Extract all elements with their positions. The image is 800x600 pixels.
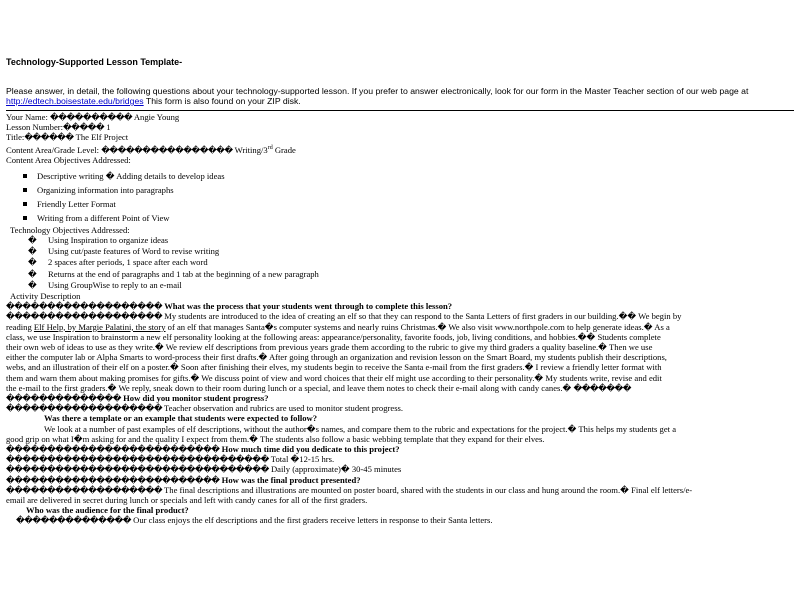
placeholder-glyph-icon: � bbox=[28, 268, 37, 279]
content-objective-item: Organizing information into paragraphs bbox=[6, 183, 794, 197]
tech-objective-item: � Using GroupWise to reply to an e-mail bbox=[28, 279, 182, 290]
book-title: Elf Help, by Margie Palatini, the story bbox=[33, 321, 166, 332]
tech-objectives-heading: Technology Objectives Addressed: bbox=[10, 224, 130, 235]
answer-final-product-line: ������������������� The final descriptions and illustrations are mounted on poster board, shared with the students in our class and hung around the room.� Final elf letters/e- bbox=[6, 484, 693, 495]
lesson-body bbox=[6, 112, 794, 526]
question-process: ������������������� What was the process that your students went through to complete this lesson? bbox=[6, 301, 453, 312]
answer-process-line: either the computer lab or Alpha Smarts to word-process their first drafts.� After going through an organization and revision lesson on the Smart Board, my students publish their descriptions, bbox=[6, 352, 667, 363]
lesson-number-value: 1 bbox=[106, 122, 111, 133]
question-monitor: �������������� How did you monitor student progress? bbox=[6, 393, 269, 404]
bullet-icon bbox=[23, 202, 27, 206]
content-objective-item: Writing from a different Point of View bbox=[6, 211, 794, 225]
bullet-icon bbox=[23, 188, 27, 192]
title-value: The Elf Project bbox=[75, 132, 129, 143]
document-title: Technology-Supported Lesson Template- bbox=[6, 57, 183, 67]
placeholder-glyph-icon: � bbox=[28, 246, 37, 257]
placeholder-glyph-icon: � bbox=[28, 235, 37, 246]
question-final-product: �������������������������� How was the final product presented? bbox=[6, 474, 361, 485]
name-value: Angie Young bbox=[133, 112, 180, 122]
content-objective-item: Friendly Letter Format bbox=[6, 197, 794, 211]
bullet-icon bbox=[23, 174, 27, 178]
answer-monitor: ������������������� Teacher observation and rubrics are used to monitor student progress. bbox=[6, 403, 404, 414]
name-line: Your Name: ���������� Angie Young bbox=[6, 112, 180, 122]
content-objectives-heading: Content Area Objectives Addressed: bbox=[6, 154, 131, 165]
answer-process-line: the e-mail to the first graders.� We reply, sneak down to their room during lunch or a special, and leave them notes to check their e-mail along with candy canes.� ������� bbox=[6, 382, 631, 393]
title-line: Title:������ The Elf Project bbox=[6, 132, 129, 143]
content-objective-item: Descriptive writing � Adding details to develop ideas bbox=[6, 169, 794, 183]
answer-time-total: �������������������������������� Total �12-15 hrs. bbox=[6, 454, 335, 465]
bullet-icon bbox=[23, 216, 27, 220]
tech-objective-item: � Using cut/paste features of Word to revise writing bbox=[28, 246, 220, 257]
content-area-value: Writing/3 bbox=[234, 144, 268, 155]
lesson-number-line: Lesson Number:����� 1 bbox=[6, 122, 111, 133]
activity-heading: Activity Description bbox=[10, 291, 81, 302]
answer-template-line: We look at a number of past examples of elf descriptions, without the author�s names, and compare them to the rubric and expectations for the project.� This helps my students get a bbox=[44, 423, 677, 434]
answer-process-line: ������������������� My students are introduced to the idea of creating an elf so that they can respond to the Santa Letters of first graders in our building.�� We begin by bbox=[6, 311, 682, 322]
answer-process-line: them and warn them about making promises for gifts.� We discuss point of view and word choices that their elf might use according to their personality.� My students write, revise and edit bbox=[6, 372, 662, 383]
answer-audience: �������������� Our class enjoys the elf descriptions and the first graders receive letters in response to their Santa letters. bbox=[16, 515, 493, 526]
question-audience: Who was the audience for the final product? bbox=[26, 505, 189, 516]
question-time: �������������������������� How much time did you dedicate to this project? bbox=[6, 444, 400, 455]
content-area-line: Content Area/Grade Level: ���������������� Writing/3rd Grade bbox=[6, 144, 296, 155]
answer-process-line: reading Elf Help, by Margie Palatini, the story of an elf that manages Santa�s computer systems and nearly ruins Christmas.� We also visit www.northpole.com to help generate ideas.� As a bbox=[6, 321, 670, 332]
tech-objective-item: � 2 spaces after periods, 1 space after each word bbox=[28, 257, 208, 268]
question-template: Was there a template or an example that students were expected to follow? bbox=[44, 413, 318, 424]
answer-time-daily: �������������������������������� Daily (approximate)� 30-45 minutes bbox=[6, 464, 402, 475]
answer-process-line: class, we use Inspiration to brainstorm a new elf personality looking at the following areas: appearance/personality, favorite foods, job, living conditions, and hobbies.�� Students complete bbox=[6, 331, 661, 342]
intro-after: This form is also found on your ZIP disk. bbox=[143, 96, 301, 106]
tech-objective-item: � Returns at the end of paragraphs and 1 tab at the beginning of a new paragraph bbox=[28, 268, 319, 279]
intro-text: Please answer, in detail, the following questions about your technology-supported lesson. If you prefer to answer electronically, look for our form in the Master Teacher section of our web page at bbox=[6, 86, 749, 96]
answer-process-line: webs, and an illustration of their elf on a poster.� Soon after finishing their elves, my students begin to receive the Santa e-mail from the first graders.� I review a friendly letter format with bbox=[6, 362, 662, 373]
intro-paragraph bbox=[6, 86, 794, 106]
bridges-link[interactable]: http://edtech.boisestate.edu/bridges bbox=[6, 96, 144, 106]
answer-template-line: good grip on what I�m asking for and the quality I expect from them.� The students also follow a basic webbing template that they expand for their elves. bbox=[6, 433, 545, 444]
answer-process-line: their own web of ideas to use as they write.� We review elf descriptions from previous years grade them according to the rubric to give my third graders a quality baseline.� Then we use bbox=[6, 342, 653, 353]
tech-objective-item: � Using Inspiration to organize ideas bbox=[28, 235, 169, 246]
placeholder-glyph-icon: � bbox=[28, 257, 37, 268]
placeholder-glyph-icon: � bbox=[28, 279, 37, 290]
answer-final-product-line: email are delivered in secret during lunch or specials and left with candy canes for all of the first graders. bbox=[6, 495, 368, 506]
header-divider bbox=[6, 110, 794, 111]
